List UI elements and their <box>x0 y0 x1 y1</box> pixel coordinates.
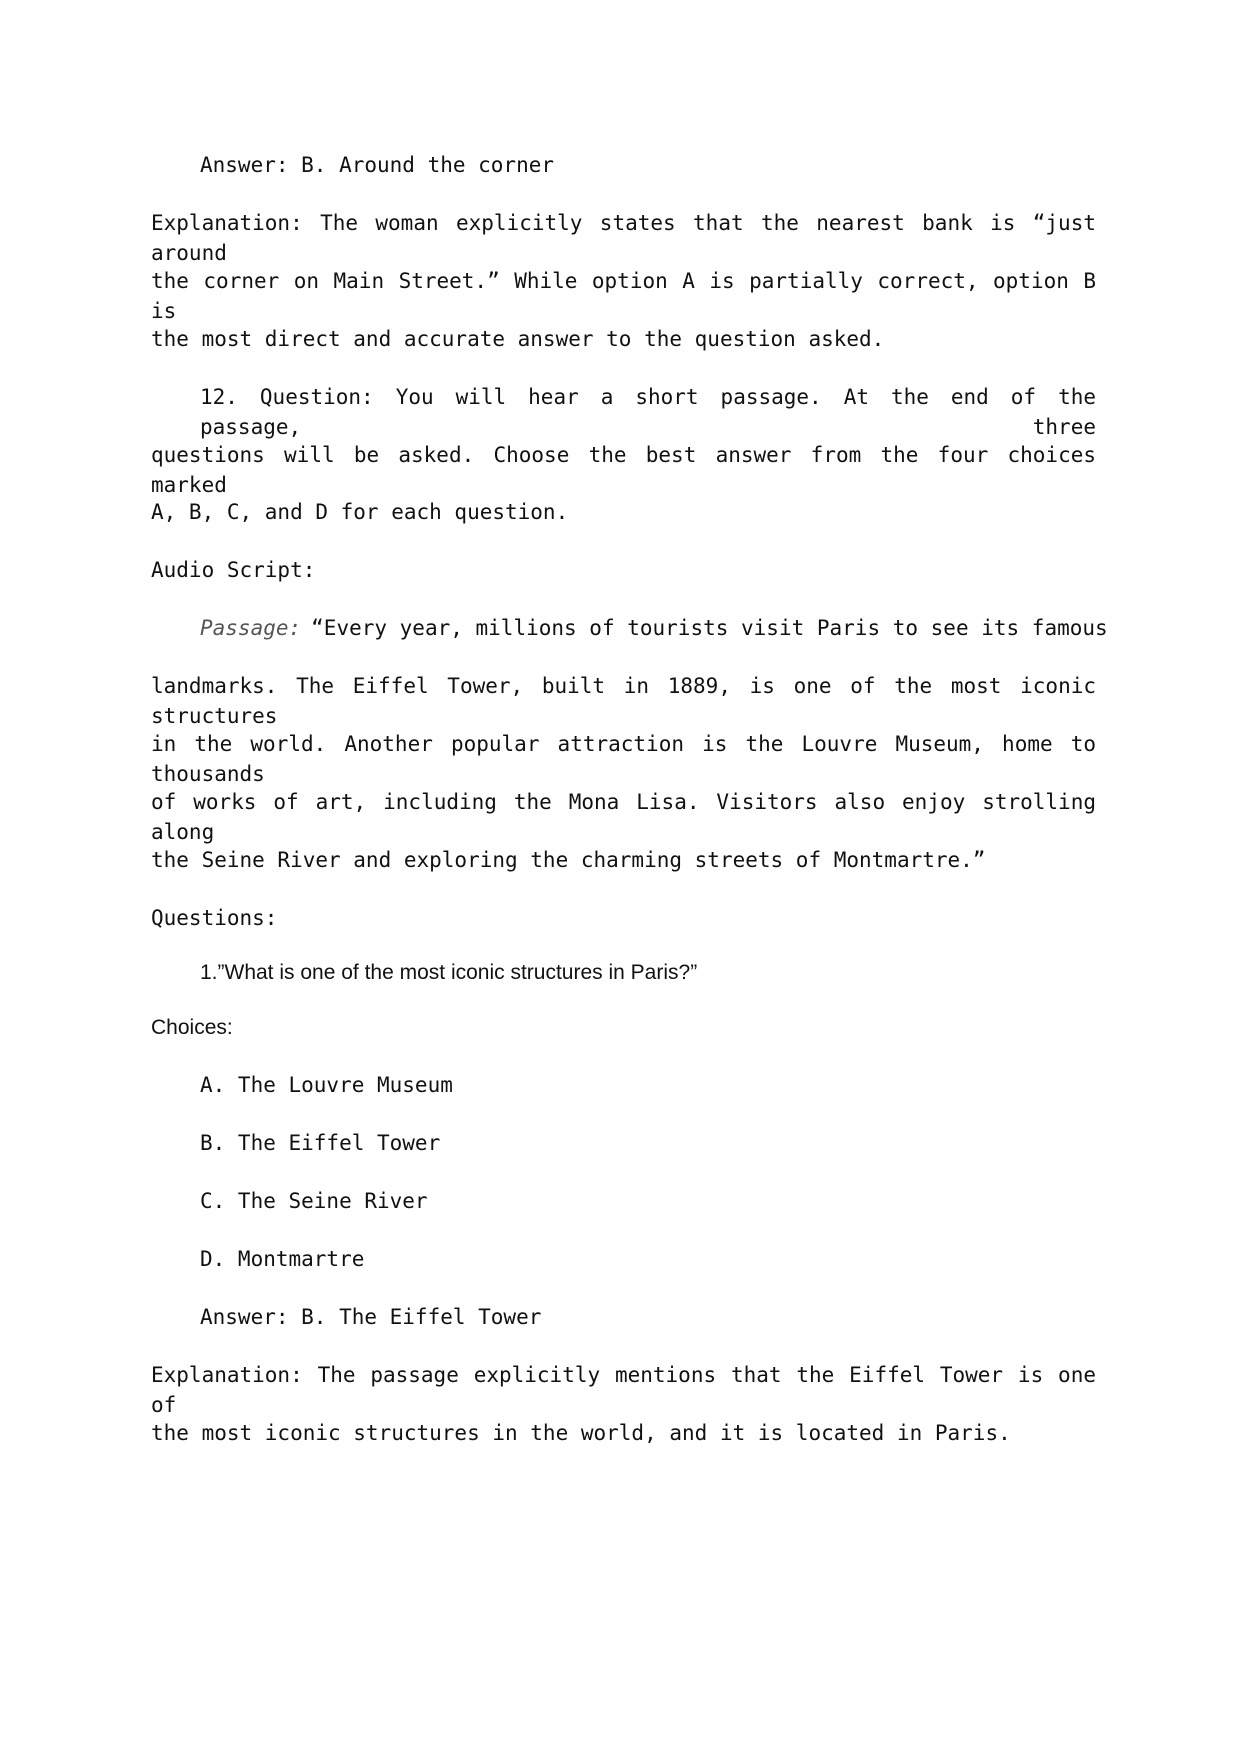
passage-line: in the world. Another popular attraction is the Louvre Museum, home to thousands <box>151 732 1096 786</box>
question-line: questions will be asked. Choose the best answer from the four choices marked <box>151 443 1096 497</box>
passage-line: the Seine River and exploring the charming streets of Montmartre.” <box>151 848 986 872</box>
answer-line: Answer: B. The Eiffel Tower <box>200 1305 542 1329</box>
passage-first-line <box>200 613 1108 643</box>
questions-label: Questions: <box>151 906 278 930</box>
passage-line: of works of art, including the Mona Lisa. Visitors also enjoy strolling along <box>151 790 1096 844</box>
explanation-line: Explanation: The woman explicitly states that the nearest bank is “just around <box>151 211 1096 265</box>
explanation-line: the corner on Main Street.” While option A is partially correct, option B is <box>151 269 1096 323</box>
audio-script-label: Audio Script: <box>151 558 316 582</box>
question-item: 1.”What is one of the most iconic structures in Paris?” <box>200 961 698 984</box>
answer-line: Answer: B. Around the corner <box>200 153 555 177</box>
passage-line: landmarks. The Eiffel Tower, built in 1889, is one of the most iconic structures <box>151 674 1096 728</box>
choice-d: D. Montmartre <box>200 1247 365 1271</box>
explanation-line: the most direct and accurate answer to the question asked. <box>151 327 885 351</box>
choice-b: B. The Eiffel Tower <box>200 1131 441 1155</box>
choice-a: A. The Louvre Museum <box>200 1073 453 1097</box>
choices-label: Choices: <box>151 1016 233 1039</box>
explanation-line: the most iconic structures in the world, and it is located in Paris. <box>151 1421 1011 1445</box>
question-line: 12. Question: You will hear a short passage. At the end of the passage, three <box>200 385 1096 439</box>
choice-c: C. The Seine River <box>200 1189 428 1213</box>
question-line: A, B, C, and D for each question. <box>151 500 569 524</box>
passage-label: Passage: <box>200 616 302 640</box>
explanation-line: Explanation: The passage explicitly mentions that the Eiffel Tower is one of <box>151 1363 1096 1417</box>
passage-text: “Every year, millions of tourists visit Paris to see its famous <box>311 616 1108 640</box>
